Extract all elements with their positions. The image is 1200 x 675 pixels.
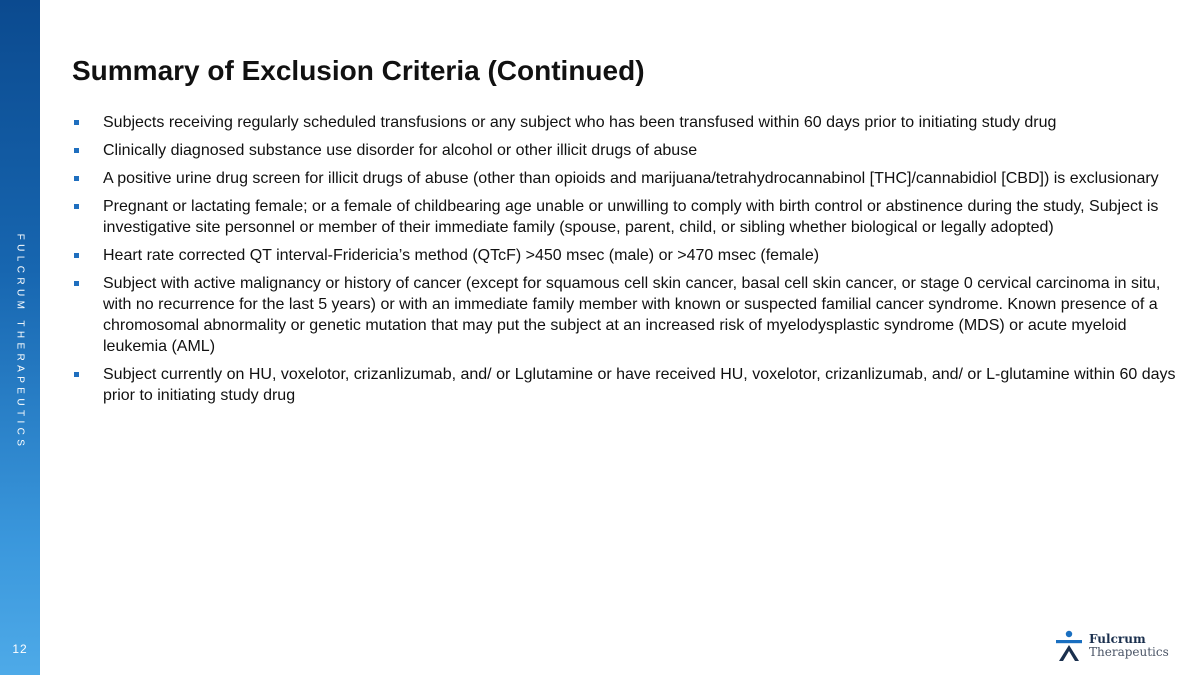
logo-name-line2: Therapeutics — [1089, 645, 1169, 659]
bullet-item — [72, 364, 1177, 406]
bullet-text: Pregnant or lactating female; or a female of childbearing age unable or unwilling to comply with birth control or abstinence during the study, Subject is investigative site personnel or member of their immediate family (spouse, parent, child, or sibling whether biological or legally adopted) — [103, 198, 1159, 236]
bullet-text: Subject with active malignancy or history of cancer (except for squamous cell skin cancer, basal cell skin cancer, or stage 0 cervical carcinoma in situ, with no recurrence for the last 5 years) or with an immediate family member with known or suspected familial cancer syndrome. Known presence of a chromosomal abnormality or genetic mutation that may put the subject at an increased risk of myelodysplastic syndrome (MDS) or acute myeloid leukemia (AML) — [103, 275, 1161, 355]
bullet-text: Subject currently on HU, voxelotor, crizanlizumab, and/ or Lglutamine or have received HU, voxelotor, crizanlizumab, and/ or L-glutamine within 60 days prior to initiating study drug — [103, 366, 1176, 404]
bullet-item — [72, 196, 1177, 238]
page-number: 12 — [12, 642, 28, 656]
fulcrum-logo — [1055, 630, 1169, 664]
exclusion-criteria-list — [72, 112, 1177, 413]
bullet-item — [72, 140, 1177, 161]
bullet-item — [72, 245, 1177, 266]
bullet-item — [72, 168, 1177, 189]
slide-title: Summary of Exclusion Criteria (Continued) — [72, 55, 645, 86]
bullet-square-icon — [74, 281, 79, 286]
bullet-item — [72, 112, 1177, 133]
bullet-text: Clinically diagnosed substance use disorder for alcohol or other illicit drugs of abuse — [103, 142, 698, 159]
brand-sidebar — [0, 0, 40, 675]
fulcrum-person-icon — [1055, 630, 1083, 662]
bullet-item — [72, 273, 1177, 357]
bullet-text: Heart rate corrected QT interval-Fridericia’s method (QTcF) >450 msec (male) or >470 msec (female) — [103, 247, 820, 264]
sidebar-brand-text: FULCRUM THERAPEUTICS — [14, 233, 26, 451]
bullet-square-icon — [74, 204, 79, 209]
bullet-square-icon — [74, 148, 79, 153]
bullet-square-icon — [74, 176, 79, 181]
logo-name-line1: Fulcrum — [1089, 632, 1146, 646]
bullet-square-icon — [74, 372, 79, 377]
bullet-square-icon — [74, 120, 79, 125]
bullet-text: Subjects receiving regularly scheduled transfusions or any subject who has been transfused within 60 days prior to initiating study drug — [103, 114, 1057, 131]
bullet-text: A positive urine drug screen for illicit drugs of abuse (other than opioids and marijuana/tetrahydrocannabinol [THC]/cannabidiol [CBD]) is exclusionary — [103, 170, 1159, 187]
bullet-square-icon — [74, 253, 79, 258]
